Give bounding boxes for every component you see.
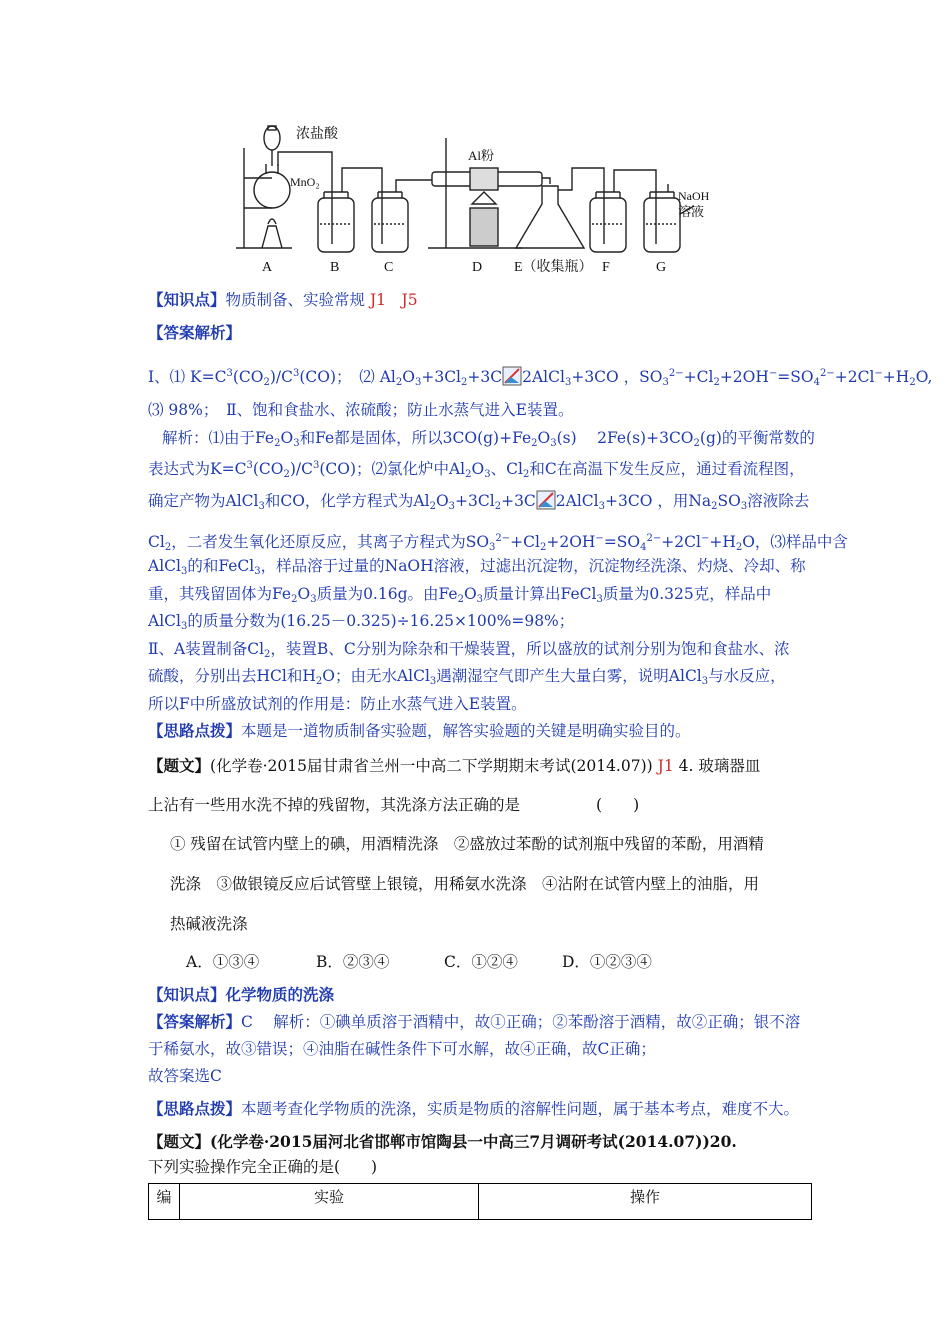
explain-line-2: 表达式为$K=C^3(CO_2)/C^3(CO)$；⑵氯化炉中$Al_2O_3$、$Cl_2$和C在高温下发生反应，通过看流程图， bbox=[148, 460, 805, 480]
question-title-2: 【题文】(化学卷·2015届甘肃省兰州一中高二下学期期末考试(2014.07)) J1 4. 玻璃器皿 bbox=[148, 756, 761, 775]
options-row bbox=[186, 952, 652, 972]
knowledge-point-1 bbox=[148, 290, 418, 310]
letter-f: F bbox=[602, 260, 610, 275]
label-solution: 溶液 bbox=[678, 204, 705, 219]
letter-g: G bbox=[656, 260, 667, 275]
table-header-row bbox=[149, 1184, 812, 1220]
option-a: A．①③④ bbox=[186, 953, 260, 971]
answer-2-line-3: 故答案选C bbox=[148, 1067, 222, 1085]
header-cell-experiment: 实验 bbox=[180, 1184, 479, 1220]
question-line-3: 下列实验操作完全正确的是( ) bbox=[148, 1158, 378, 1176]
label-al: Al粉 bbox=[468, 148, 495, 163]
kp-tag: 【知识点】 bbox=[148, 290, 226, 309]
letter-e: E（收集瓶） bbox=[514, 260, 593, 275]
explain-line-10: 所以F中所盛放试剂的作用是：防止水蒸气进入E装置。 bbox=[148, 695, 527, 713]
option-b: B．②③④ bbox=[316, 953, 390, 971]
letter-c: C bbox=[384, 260, 394, 275]
explain-line-8: Ⅱ、A装置制备$Cl_2$，装置B、C分别为除杂和干燥装置，所以盛放的试剂分别为饱和食盐水、浓 bbox=[148, 640, 790, 660]
bottle-f bbox=[590, 198, 626, 252]
bottle-g bbox=[644, 198, 680, 252]
question-item-3: 热碱液洗涤 bbox=[170, 915, 248, 933]
option-c: C．①②④ bbox=[444, 953, 518, 971]
answer-2: 【答案解析】C 解析：①碘单质溶于酒精中，故①正确；②苯酚溶于酒精，故②正确；银不溶 bbox=[148, 1012, 801, 1031]
knowledge-point-2: 【知识点】化学物质的洗涤 bbox=[148, 985, 335, 1004]
header-cell-operation: 操作 bbox=[479, 1184, 812, 1220]
letter-b: B bbox=[330, 260, 340, 275]
tip-2: 【思路点拨】本题考查化学物质的洗涤，实质是物质的溶解性问题，属于基本考点，难度不大。 bbox=[148, 1099, 800, 1118]
answer-line-2: ⑶ 98%； Ⅱ、饱和食盐水、浓硫酸；防止水蒸气进入E装置。 bbox=[148, 401, 574, 419]
question-item-1: ① 残留在试管内壁上的碘，用酒精洗涤 ②盛放过苯酚的试剂瓶中残留的苯酚，用酒精 bbox=[170, 835, 764, 853]
option-d: D．①②③④ bbox=[562, 953, 652, 971]
explain-line-4: $Cl_2$，二者发生氧化还原反应，其离子方程式为$SO_3^{2-}+Cl_2+2OH^-=SO_4^{2-}+2Cl^-+H_2O$，⑶样品中含 bbox=[148, 533, 848, 553]
explain-line-5: AlCl$_3$的和FeCl$_3$，样品溶于过量的NaOH溶液，过滤出沉淀物，沉淀物经洗涤、灼烧、冷却、称 bbox=[148, 557, 806, 577]
explain-line-7: AlCl$_3$的质量分数为(16.25－0.325)÷16.25×100%=98%； bbox=[148, 612, 575, 632]
header-cell-number: 编 bbox=[149, 1184, 180, 1220]
kp-codes: J1 J5 bbox=[369, 291, 418, 309]
question-title-3: 【题文】(化学卷·2015届河北省邯郸市馆陶县一中高三7月调研考试(2014.07))20. bbox=[148, 1132, 737, 1151]
bottle-c bbox=[372, 198, 408, 252]
label-hcl: 浓盐酸 bbox=[296, 127, 338, 142]
bottle-b bbox=[318, 198, 354, 252]
letter-d: D bbox=[472, 260, 483, 275]
answer-2-line-2: 于稀氨水，故③错误；④油脂在碱性条件下可水解，故④正确，故C正确； bbox=[148, 1040, 656, 1058]
broken-image-icon bbox=[536, 490, 556, 510]
kp-text: 物质制备、实验常规 bbox=[225, 291, 366, 309]
letter-a: A bbox=[262, 260, 273, 275]
label-naoh: NaOH bbox=[678, 189, 710, 203]
question-line-2: 上沾有一些用水洗不掉的残留物，其洗涤方法正确的是 ( ) bbox=[148, 796, 640, 814]
explain-line-9: 硫酸，分别出去HCl和$H_2O$；由无水AlCl$_3$遇潮湿空气即产生大量白雾，说明AlCl$_3$与水反应， bbox=[148, 667, 786, 687]
explain-line-6: 重，其残留固体为$Fe_2O_3$质量为0.16g。由$Fe_2O_3$质量计算出FeCl$_3$质量为0.325克，样品中 bbox=[148, 585, 772, 605]
answer-tag-1: 【答案解析】 bbox=[148, 323, 242, 342]
answer-line-1: Ⅰ、⑴ $K=C^3(CO_2)/C^3(CO)$； ⑵ $Al_2O_3+3Cl_2+3C$ 2AlCl$_3$+3CO ，$SO_3^{2-}+Cl_2+2OH^-=SO_4^{2-}+2Cl^-+H_2O$, bbox=[148, 368, 933, 388]
broken-image-icon bbox=[502, 366, 522, 386]
tip-1: 【思路点拨】本题是一道物质制备实验题，解答实验题的关键是明确实验目的。 bbox=[148, 721, 691, 740]
label-mno2: MnO₂ bbox=[290, 175, 320, 189]
operations-table bbox=[148, 1183, 812, 1220]
question-item-2: 洗涤 ③做银镜反应后试管壁上银镜，用稀氨水洗涤 ④沾附在试管内壁上的油脂，用 bbox=[170, 875, 760, 893]
explain-line-1: 解析：⑴由于$Fe_2O_3$和Fe都是固体，所以$3CO(g)+Fe_2O_3(s)$ $2Fe(s)+3CO_2(g)$的平衡常数的 bbox=[162, 429, 815, 449]
explain-line-3: 确定产物为AlCl$_3$和CO，化学方程式为$Al_2O_3+3Cl_2+3C$ 2AlCl$_3$+3CO ，用$Na_2SO_3$溶液除去 bbox=[148, 492, 810, 512]
apparatus-diagram bbox=[232, 108, 732, 280]
conical-flask-e bbox=[516, 186, 584, 248]
